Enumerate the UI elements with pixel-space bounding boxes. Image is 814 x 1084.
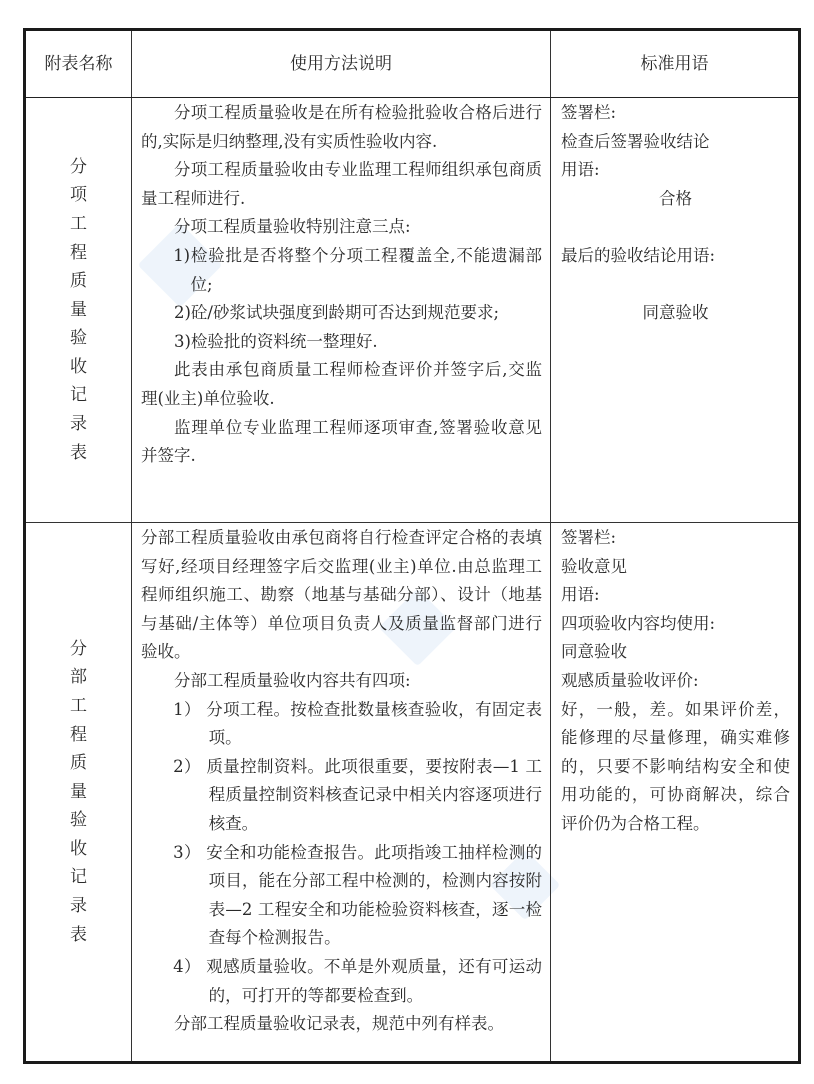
description-paragraph: 此表由承包商质量工程师检查评价并签字后,交监理(业主)单位验收. <box>141 360 542 408</box>
usage-description-cell <box>132 98 551 523</box>
form-name-char: 工 <box>70 213 87 234</box>
standard-term-value: 同意验收 <box>642 303 709 323</box>
form-name-cell <box>25 523 132 1063</box>
standard-term-line: 签署栏: <box>561 528 617 547</box>
usage-description-cell <box>132 523 551 1063</box>
description-list-item: 4） 观感质量验收。不单是外观质量，还有可运动的，可打开的等都要检查到。 <box>173 956 542 1005</box>
description-list-item: 1)检验批是否将整个分项工程覆盖全,不能遗漏部位; <box>173 245 542 294</box>
header-usage-description: 使用方法说明 <box>132 30 551 98</box>
description-paragraph: 分项工程质量验收由专业监理工程师组织承包商质量工程师进行. <box>141 160 542 208</box>
table-row-subitem <box>25 98 800 523</box>
description-paragraph: 分部工程质量验收由承包商将自行检查评定合格的表填写好,经项目经理签字后交监理(业主)单位.由总监理工程师组织施工、勘察（地基与基础分部）、设计（地基与基础/主体等）单位项目负责人及质量监督部门进行验收。 <box>141 528 542 662</box>
form-name-char: 项 <box>70 185 87 206</box>
form-name-char: 表 <box>70 442 87 463</box>
standard-term-paragraph: 好，一般，差。如果评价差，能修理的尽量修理，确实难修的，只要不影响结构安全和使用功能的，可协商解决，综合评价仍为合格工程。 <box>561 699 790 833</box>
description-paragraph: 监理单位专业监理工程师逐项审查,签署验收意见并签字. <box>141 417 542 466</box>
standard-term-line: 最后的验收结论用语: <box>561 245 716 265</box>
form-name-char: 量 <box>70 299 87 320</box>
form-name-char: 程 <box>70 242 87 263</box>
description-list-item: 3） 安全和功能检查报告。此项指竣工抽样检测的项目，能在分部工程中检测的，检测内容按附表—2 工程安全和功能检验资料核查，逐一检查每个检测报告。 <box>173 842 542 948</box>
form-name-char: 表 <box>70 924 87 945</box>
standard-term-value: 合格 <box>659 188 692 208</box>
table-row-subdivision <box>25 523 800 1063</box>
form-name-char: 验 <box>70 328 87 349</box>
header-form-name: 附表名称 <box>25 30 132 98</box>
standard-term-line: 检查后签署验收结论 <box>561 131 710 151</box>
description-paragraph: 分项工程质量验收特别注意三点: <box>174 217 411 237</box>
form-name-char: 记 <box>70 867 87 888</box>
standard-term-line: 四项验收内容均使用: <box>561 613 716 633</box>
form-name-char: 分 <box>70 156 87 177</box>
form-name-char: 工 <box>70 695 87 716</box>
header-row <box>25 30 800 98</box>
form-name-char: 程 <box>70 724 87 745</box>
standard-term-value: 同意验收 <box>561 642 627 662</box>
form-name-char: 录 <box>70 414 87 435</box>
spacer <box>561 271 790 300</box>
standard-term-line: 验收意见 <box>561 556 627 576</box>
description-list-item: 1） 分项工程。按检查批数量核查验收，有固定表项。 <box>173 699 542 748</box>
acceptance-forms-table <box>23 28 801 1064</box>
form-name-char: 收 <box>70 356 87 377</box>
form-name-char: 验 <box>70 810 87 831</box>
form-name-char: 收 <box>70 838 87 859</box>
form-name-char: 质 <box>70 271 87 292</box>
standard-term-line: 用语: <box>561 160 600 180</box>
form-name-char: 录 <box>70 896 87 917</box>
standard-terms-cell <box>551 523 800 1063</box>
description-paragraph: 分部工程质量验收记录表，规范中列有样表。 <box>174 1014 504 1034</box>
standard-term-line: 签署栏: <box>561 103 617 122</box>
description-paragraph: 分项工程质量验收是在所有检验批验收合格后进行的,实际是归纳整理,没有实质性验收内容. <box>141 103 542 151</box>
spacer <box>561 213 790 242</box>
header-standard-terms: 标准用语 <box>551 30 800 98</box>
form-name-char: 量 <box>70 781 87 802</box>
form-name-char: 部 <box>70 667 87 688</box>
form-name-cell <box>25 98 132 523</box>
description-list-item: 3)检验批的资料统一整理好. <box>174 331 378 351</box>
standard-term-line: 用语: <box>561 585 600 605</box>
description-list-item: 2） 质量控制资料。此项很重要，要按附表—1 工程质量控制资料核查记录中相关内容逐项进行核查。 <box>173 756 542 833</box>
form-name-char: 分 <box>70 638 87 659</box>
description-list-item: 2)砼/砂浆试块强度到龄期可否达到规范要求; <box>174 303 500 323</box>
standard-terms-cell <box>551 98 800 523</box>
form-name-char: 质 <box>70 753 87 774</box>
description-paragraph: 分部工程质量验收内容共有四项: <box>174 670 411 690</box>
standard-term-line: 观感质量验收评价: <box>561 670 699 690</box>
form-name-char: 记 <box>70 385 87 406</box>
